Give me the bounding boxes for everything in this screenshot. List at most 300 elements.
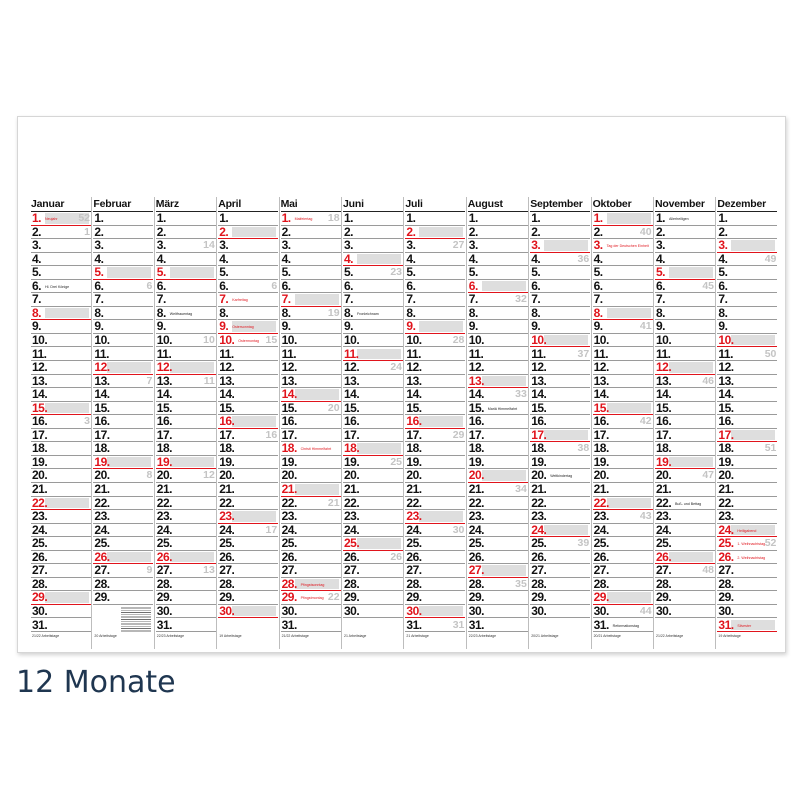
- day-row[interactable]: [281, 524, 341, 538]
- day-row[interactable]: [530, 564, 590, 578]
- day-row[interactable]: [156, 456, 216, 470]
- day-row[interactable]: [405, 334, 465, 348]
- day-row[interactable]: [156, 402, 216, 416]
- day-row[interactable]: [281, 578, 341, 592]
- day-row[interactable]: [31, 361, 91, 375]
- day-row[interactable]: [593, 226, 653, 240]
- day-row[interactable]: [655, 591, 715, 605]
- day-row[interactable]: [156, 307, 216, 321]
- day-row[interactable]: [31, 307, 91, 321]
- day-row[interactable]: [281, 551, 341, 565]
- day-row[interactable]: [156, 212, 216, 226]
- day-row[interactable]: [156, 226, 216, 240]
- day-row[interactable]: [655, 497, 715, 511]
- day-row[interactable]: [281, 212, 341, 226]
- day-row[interactable]: [717, 253, 777, 267]
- day-row[interactable]: [655, 402, 715, 416]
- day-row[interactable]: [405, 456, 465, 470]
- day-row[interactable]: [281, 239, 341, 253]
- day-row[interactable]: [343, 591, 403, 605]
- day-row[interactable]: [156, 253, 216, 267]
- day-row[interactable]: [343, 320, 403, 334]
- day-row[interactable]: [218, 564, 278, 578]
- day-row[interactable]: [343, 293, 403, 307]
- day-row[interactable]: [530, 307, 590, 321]
- day-row[interactable]: [717, 293, 777, 307]
- day-row[interactable]: [93, 361, 153, 375]
- day-row[interactable]: [281, 469, 341, 483]
- day-row[interactable]: [156, 320, 216, 334]
- day-row[interactable]: [468, 239, 528, 253]
- day-row[interactable]: [405, 591, 465, 605]
- day-row[interactable]: [405, 320, 465, 334]
- day-row[interactable]: [593, 293, 653, 307]
- day-row[interactable]: [468, 429, 528, 443]
- day-row[interactable]: [281, 266, 341, 280]
- day-row[interactable]: [93, 537, 153, 551]
- day-row[interactable]: [31, 456, 91, 470]
- day-row[interactable]: [405, 307, 465, 321]
- day-row[interactable]: [468, 537, 528, 551]
- day-row[interactable]: [93, 239, 153, 253]
- day-row[interactable]: [156, 442, 216, 456]
- day-row[interactable]: [31, 510, 91, 524]
- day-row[interactable]: [281, 402, 341, 416]
- day-row[interactable]: [218, 429, 278, 443]
- day-row[interactable]: [405, 619, 465, 633]
- day-row[interactable]: [31, 253, 91, 267]
- day-row[interactable]: [405, 361, 465, 375]
- day-row[interactable]: [218, 266, 278, 280]
- day-row[interactable]: [218, 361, 278, 375]
- day-row[interactable]: [593, 429, 653, 443]
- day-row[interactable]: [93, 483, 153, 497]
- day-row[interactable]: [530, 388, 590, 402]
- day-row[interactable]: [218, 334, 278, 348]
- day-row[interactable]: [31, 402, 91, 416]
- day-row[interactable]: [655, 537, 715, 551]
- day-row[interactable]: [655, 280, 715, 294]
- day-row[interactable]: [156, 469, 216, 483]
- day-row[interactable]: [93, 524, 153, 538]
- day-row[interactable]: [530, 212, 590, 226]
- day-row[interactable]: [593, 442, 653, 456]
- day-row[interactable]: [343, 361, 403, 375]
- day-row[interactable]: [218, 293, 278, 307]
- day-row[interactable]: [405, 537, 465, 551]
- day-row[interactable]: [655, 605, 715, 619]
- day-row[interactable]: [281, 226, 341, 240]
- day-row[interactable]: [593, 388, 653, 402]
- day-row[interactable]: [530, 415, 590, 429]
- day-row[interactable]: [281, 605, 341, 619]
- day-row[interactable]: [468, 388, 528, 402]
- day-row[interactable]: [405, 551, 465, 565]
- day-row[interactable]: [93, 266, 153, 280]
- day-row[interactable]: [405, 524, 465, 538]
- day-row[interactable]: [468, 483, 528, 497]
- day-row[interactable]: [717, 524, 777, 538]
- day-row[interactable]: [593, 280, 653, 294]
- day-row[interactable]: [281, 483, 341, 497]
- day-row[interactable]: [156, 293, 216, 307]
- day-row[interactable]: [655, 293, 715, 307]
- day-row[interactable]: [468, 375, 528, 389]
- day-row[interactable]: [717, 456, 777, 470]
- day-row[interactable]: [31, 429, 91, 443]
- day-row[interactable]: [655, 348, 715, 362]
- day-row[interactable]: [593, 537, 653, 551]
- day-row[interactable]: [218, 469, 278, 483]
- day-row[interactable]: [530, 253, 590, 267]
- day-row[interactable]: [530, 293, 590, 307]
- day-row[interactable]: [343, 510, 403, 524]
- day-row[interactable]: [717, 510, 777, 524]
- day-row[interactable]: [93, 551, 153, 565]
- day-row[interactable]: [31, 591, 91, 605]
- day-row[interactable]: [343, 537, 403, 551]
- day-row[interactable]: [343, 483, 403, 497]
- day-row[interactable]: [156, 334, 216, 348]
- day-row[interactable]: [655, 253, 715, 267]
- day-row[interactable]: [281, 307, 341, 321]
- day-row[interactable]: [655, 469, 715, 483]
- day-row[interactable]: [156, 266, 216, 280]
- day-row[interactable]: [93, 320, 153, 334]
- day-row[interactable]: [468, 524, 528, 538]
- day-row[interactable]: [468, 226, 528, 240]
- day-row[interactable]: [593, 415, 653, 429]
- day-row[interactable]: [343, 469, 403, 483]
- day-row[interactable]: [31, 334, 91, 348]
- day-row[interactable]: [655, 551, 715, 565]
- day-row[interactable]: [93, 226, 153, 240]
- day-row[interactable]: [717, 483, 777, 497]
- day-row[interactable]: [530, 442, 590, 456]
- day-row[interactable]: [593, 619, 653, 633]
- day-row[interactable]: [530, 429, 590, 443]
- day-row[interactable]: [405, 429, 465, 443]
- day-row[interactable]: [468, 456, 528, 470]
- day-row[interactable]: [343, 226, 403, 240]
- day-row[interactable]: [530, 591, 590, 605]
- day-row[interactable]: [343, 253, 403, 267]
- day-row[interactable]: [156, 348, 216, 362]
- day-row[interactable]: [405, 402, 465, 416]
- day-row[interactable]: [593, 510, 653, 524]
- day-row[interactable]: [655, 578, 715, 592]
- day-row[interactable]: [93, 591, 153, 605]
- day-row[interactable]: [530, 334, 590, 348]
- day-row[interactable]: [156, 239, 216, 253]
- day-row[interactable]: [31, 497, 91, 511]
- day-row[interactable]: [281, 280, 341, 294]
- day-row[interactable]: [93, 456, 153, 470]
- day-row[interactable]: [343, 348, 403, 362]
- day-row[interactable]: [468, 266, 528, 280]
- day-row[interactable]: [405, 226, 465, 240]
- day-row[interactable]: [405, 510, 465, 524]
- day-row[interactable]: [717, 402, 777, 416]
- day-row[interactable]: [593, 334, 653, 348]
- day-row[interactable]: [655, 334, 715, 348]
- day-row[interactable]: [218, 212, 278, 226]
- day-row[interactable]: [281, 361, 341, 375]
- day-row[interactable]: [218, 537, 278, 551]
- day-row[interactable]: [405, 605, 465, 619]
- day-row[interactable]: [281, 442, 341, 456]
- day-row[interactable]: [405, 239, 465, 253]
- day-row[interactable]: [717, 375, 777, 389]
- day-row[interactable]: [281, 334, 341, 348]
- day-row[interactable]: [156, 497, 216, 511]
- day-row[interactable]: [93, 212, 153, 226]
- day-row[interactable]: [717, 591, 777, 605]
- day-row[interactable]: [93, 253, 153, 267]
- day-row[interactable]: [31, 578, 91, 592]
- day-row[interactable]: [717, 619, 777, 633]
- day-row[interactable]: [218, 591, 278, 605]
- day-row[interactable]: [281, 591, 341, 605]
- day-row[interactable]: [593, 605, 653, 619]
- day-row[interactable]: [343, 280, 403, 294]
- day-row[interactable]: [717, 442, 777, 456]
- day-row[interactable]: [343, 429, 403, 443]
- day-row[interactable]: [31, 388, 91, 402]
- day-row[interactable]: [281, 510, 341, 524]
- day-row[interactable]: [655, 226, 715, 240]
- day-row[interactable]: [593, 524, 653, 538]
- day-row[interactable]: [156, 375, 216, 389]
- day-row[interactable]: [530, 320, 590, 334]
- day-row[interactable]: [405, 348, 465, 362]
- day-row[interactable]: [218, 524, 278, 538]
- day-row[interactable]: [343, 307, 403, 321]
- day-row[interactable]: [156, 415, 216, 429]
- day-row[interactable]: [31, 226, 91, 240]
- day-row[interactable]: [530, 280, 590, 294]
- day-row[interactable]: [468, 212, 528, 226]
- day-row[interactable]: [655, 510, 715, 524]
- day-row[interactable]: [218, 226, 278, 240]
- day-row[interactable]: [468, 564, 528, 578]
- day-row[interactable]: [717, 226, 777, 240]
- day-row[interactable]: [593, 483, 653, 497]
- day-row[interactable]: [405, 280, 465, 294]
- day-row[interactable]: [218, 375, 278, 389]
- day-row[interactable]: [530, 348, 590, 362]
- day-row[interactable]: [405, 497, 465, 511]
- day-row[interactable]: [31, 483, 91, 497]
- day-row[interactable]: [218, 456, 278, 470]
- day-row[interactable]: [218, 253, 278, 267]
- day-row[interactable]: [468, 442, 528, 456]
- day-row[interactable]: [343, 551, 403, 565]
- day-row[interactable]: [593, 551, 653, 565]
- day-row[interactable]: [156, 564, 216, 578]
- day-row[interactable]: [93, 442, 153, 456]
- day-row[interactable]: [156, 551, 216, 565]
- day-row[interactable]: [593, 564, 653, 578]
- day-row[interactable]: [343, 564, 403, 578]
- day-row[interactable]: [405, 293, 465, 307]
- day-row[interactable]: [31, 212, 91, 226]
- day-row[interactable]: [93, 334, 153, 348]
- day-row[interactable]: [343, 456, 403, 470]
- day-row[interactable]: [93, 307, 153, 321]
- day-row[interactable]: [530, 537, 590, 551]
- day-row[interactable]: [156, 388, 216, 402]
- day-row[interactable]: [218, 348, 278, 362]
- day-row[interactable]: [405, 212, 465, 226]
- day-row[interactable]: [218, 483, 278, 497]
- day-row[interactable]: [405, 253, 465, 267]
- day-row[interactable]: [343, 605, 403, 619]
- day-row[interactable]: [717, 564, 777, 578]
- day-row[interactable]: [593, 375, 653, 389]
- day-row[interactable]: [31, 442, 91, 456]
- day-row[interactable]: [530, 510, 590, 524]
- day-row[interactable]: [530, 361, 590, 375]
- day-row[interactable]: [31, 239, 91, 253]
- day-row[interactable]: [593, 320, 653, 334]
- day-row[interactable]: [593, 266, 653, 280]
- day-row[interactable]: [593, 253, 653, 267]
- day-row[interactable]: [31, 293, 91, 307]
- day-row[interactable]: [717, 361, 777, 375]
- day-row[interactable]: [468, 415, 528, 429]
- day-row[interactable]: [156, 483, 216, 497]
- day-row[interactable]: [655, 375, 715, 389]
- day-row[interactable]: [593, 469, 653, 483]
- day-row[interactable]: [717, 320, 777, 334]
- day-row[interactable]: [156, 361, 216, 375]
- day-row[interactable]: [530, 226, 590, 240]
- day-row[interactable]: [405, 266, 465, 280]
- day-row[interactable]: [31, 605, 91, 619]
- day-row[interactable]: [93, 469, 153, 483]
- day-row[interactable]: [281, 537, 341, 551]
- day-row[interactable]: [593, 361, 653, 375]
- day-row[interactable]: [93, 497, 153, 511]
- day-row[interactable]: [405, 578, 465, 592]
- day-row[interactable]: [405, 483, 465, 497]
- day-row[interactable]: [717, 212, 777, 226]
- day-row[interactable]: [281, 497, 341, 511]
- day-row[interactable]: [156, 510, 216, 524]
- day-row[interactable]: [405, 442, 465, 456]
- day-row[interactable]: [468, 307, 528, 321]
- day-row[interactable]: [218, 605, 278, 619]
- day-row[interactable]: [218, 578, 278, 592]
- day-row[interactable]: [31, 320, 91, 334]
- day-row[interactable]: [405, 375, 465, 389]
- day-row[interactable]: [31, 266, 91, 280]
- day-row[interactable]: [218, 497, 278, 511]
- day-row[interactable]: [530, 551, 590, 565]
- day-row[interactable]: [93, 280, 153, 294]
- day-row[interactable]: [655, 239, 715, 253]
- day-row[interactable]: [343, 212, 403, 226]
- day-row[interactable]: [281, 320, 341, 334]
- day-row[interactable]: [593, 578, 653, 592]
- day-row[interactable]: [530, 469, 590, 483]
- day-row[interactable]: [593, 402, 653, 416]
- day-row[interactable]: [405, 415, 465, 429]
- day-row[interactable]: [593, 348, 653, 362]
- day-row[interactable]: [530, 497, 590, 511]
- day-row[interactable]: [655, 361, 715, 375]
- day-row[interactable]: [468, 619, 528, 633]
- day-row[interactable]: [468, 253, 528, 267]
- day-row[interactable]: [717, 348, 777, 362]
- day-row[interactable]: [93, 429, 153, 443]
- day-row[interactable]: [93, 402, 153, 416]
- day-row[interactable]: [31, 469, 91, 483]
- day-row[interactable]: [717, 578, 777, 592]
- day-row[interactable]: [717, 429, 777, 443]
- day-row[interactable]: [31, 375, 91, 389]
- day-row[interactable]: [655, 524, 715, 538]
- day-row[interactable]: [218, 551, 278, 565]
- day-row[interactable]: [281, 415, 341, 429]
- day-row[interactable]: [717, 537, 777, 551]
- day-row[interactable]: [31, 564, 91, 578]
- day-row[interactable]: [717, 388, 777, 402]
- day-row[interactable]: [156, 578, 216, 592]
- day-row[interactable]: [593, 456, 653, 470]
- day-row[interactable]: [530, 402, 590, 416]
- day-row[interactable]: [93, 293, 153, 307]
- day-row[interactable]: [156, 429, 216, 443]
- day-row[interactable]: [468, 293, 528, 307]
- day-row[interactable]: [468, 402, 528, 416]
- day-row[interactable]: [156, 280, 216, 294]
- day-row[interactable]: [717, 497, 777, 511]
- day-row[interactable]: [530, 239, 590, 253]
- day-row[interactable]: [593, 212, 653, 226]
- day-row[interactable]: [218, 239, 278, 253]
- day-row[interactable]: [468, 591, 528, 605]
- day-row[interactable]: [593, 497, 653, 511]
- day-row[interactable]: [343, 497, 403, 511]
- day-row[interactable]: [717, 415, 777, 429]
- day-row[interactable]: [405, 388, 465, 402]
- day-row[interactable]: [593, 239, 653, 253]
- day-row[interactable]: [156, 605, 216, 619]
- day-row[interactable]: [281, 375, 341, 389]
- day-row[interactable]: [343, 442, 403, 456]
- day-row[interactable]: [468, 551, 528, 565]
- day-row[interactable]: [218, 415, 278, 429]
- day-row[interactable]: [468, 578, 528, 592]
- day-row[interactable]: [218, 442, 278, 456]
- day-row[interactable]: [468, 280, 528, 294]
- day-row[interactable]: [655, 415, 715, 429]
- day-row[interactable]: [655, 429, 715, 443]
- day-row[interactable]: [31, 415, 91, 429]
- day-row[interactable]: [468, 361, 528, 375]
- day-row[interactable]: [468, 334, 528, 348]
- day-row[interactable]: [281, 456, 341, 470]
- day-row[interactable]: [31, 524, 91, 538]
- day-row[interactable]: [530, 375, 590, 389]
- day-row[interactable]: [281, 388, 341, 402]
- day-row[interactable]: [343, 578, 403, 592]
- day-row[interactable]: [343, 375, 403, 389]
- day-row[interactable]: [218, 510, 278, 524]
- day-row[interactable]: [31, 348, 91, 362]
